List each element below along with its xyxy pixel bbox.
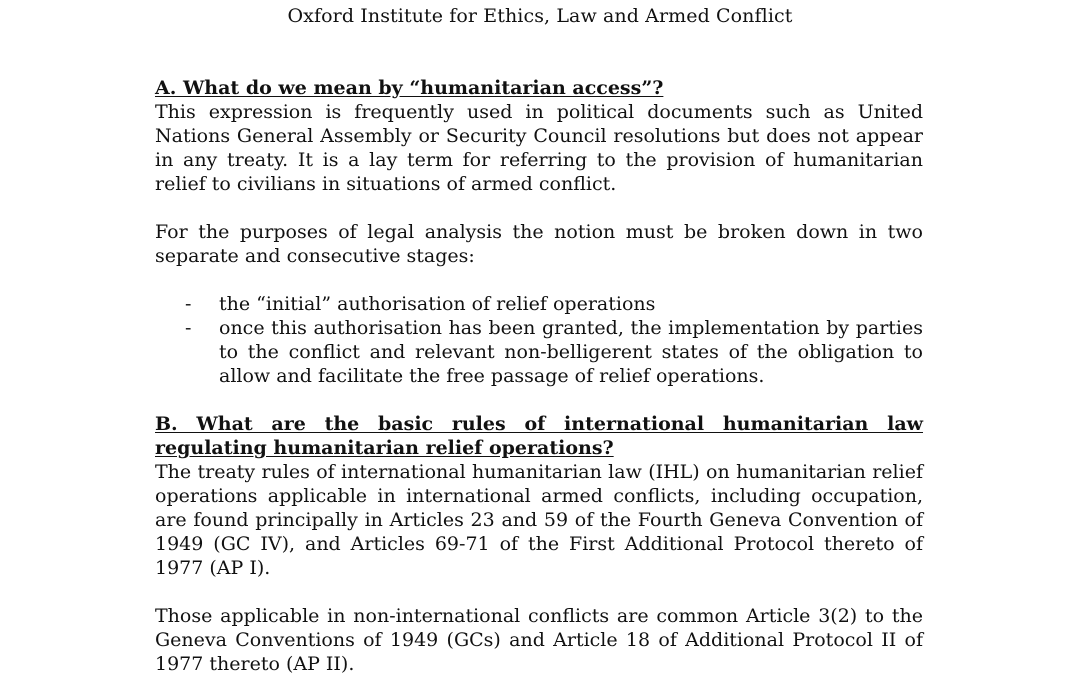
section-b-paragraph-2: Those applicable in non-international conflicts are common Article 3(2) to the Geneva Conventions of 1949 (GCs) and Article 18 of Additional Protocol II of 1977 thereto (AP II).	[155, 605, 923, 675]
dash-bullet: -	[185, 317, 192, 339]
list-item	[185, 316, 923, 388]
dash-bullet: -	[185, 293, 192, 315]
spacer	[155, 196, 923, 220]
list-item-text: once this authorisation has been granted, the implementation by parties to the conflict and relevant non-belligerent states of the obligation to allow and facilitate the free passage of relief operations.	[219, 317, 923, 387]
stages-list	[155, 292, 923, 388]
section-a-paragraph-2: For the purposes of legal analysis the notion must be broken down in two separate and consecutive stages:	[155, 221, 923, 267]
list-item	[185, 292, 923, 316]
document-body	[155, 76, 923, 676]
spacer	[155, 268, 923, 292]
section-b-heading: B. What are the basic rules of international humanitarian law regulating humanitarian relief operations?	[155, 413, 923, 459]
section-a-paragraph-1: This expression is frequently used in political documents such as United Nations General Assembly or Security Council resolutions but does not appear in any treaty. It is a lay term for referring to the provision of humanitarian relief to civilians in situations of armed conflict.	[155, 101, 923, 195]
section-b-paragraph-1: The treaty rules of international humanitarian law (IHL) on humanitarian relief operations applicable in international armed conflicts, including occupation, are found principally in Articles 23 and 59 of the Fourth Geneva Convention of 1949 (GC IV), and Articles 69-71 of the First Additional Protocol thereto of 1977 (AP I).	[155, 461, 923, 579]
spacer	[155, 580, 923, 604]
page-header: Oxford Institute for Ethics, Law and Armed Conflict	[287, 5, 793, 27]
section-a-heading: A. What do we mean by “humanitarian access”?	[155, 77, 664, 99]
spacer	[155, 388, 923, 412]
list-item-text: the “initial” authorisation of relief operations	[219, 293, 656, 315]
